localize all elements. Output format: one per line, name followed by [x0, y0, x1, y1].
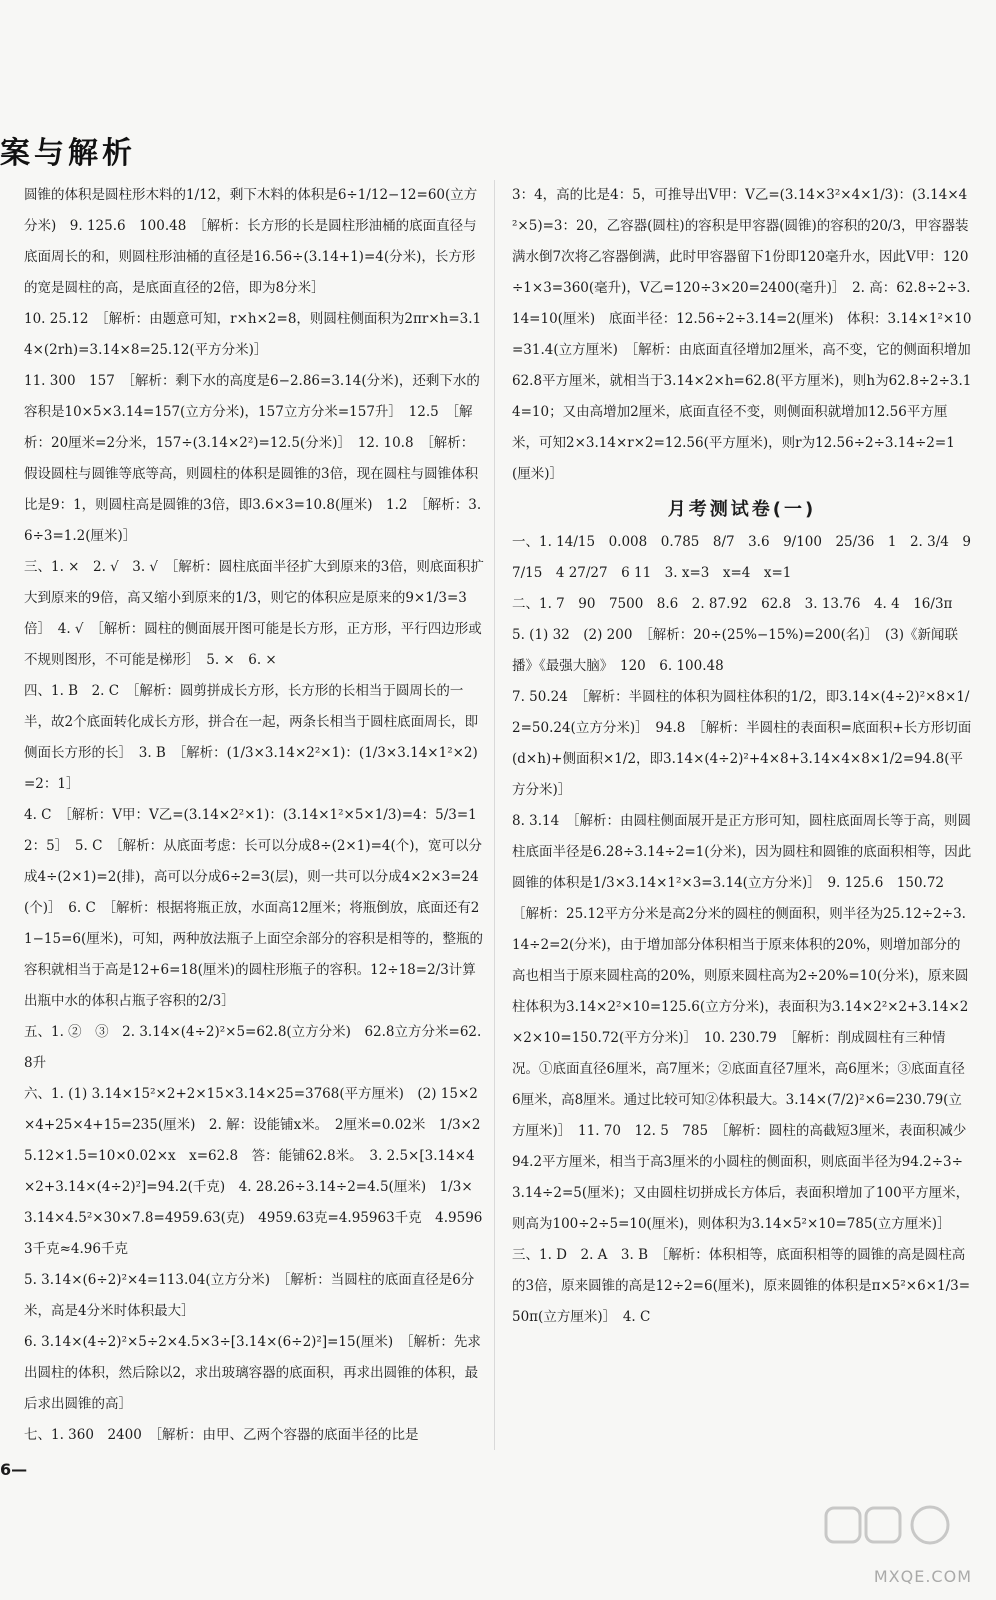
answer-paragraph: 七、1. 360 2400 ［解析：由甲、乙两个容器的底面半径的比是: [24, 1427, 419, 1443]
watermark-text: MXQE.COM: [873, 1567, 972, 1586]
answer-paragraph: 三、1. × 2. √ 3. √ ［解析：圆柱底面半径扩大到原来的3倍，则底面积扩大到原来的9倍，高又缩小到原来的1/3，则它的体积应是原来的9×1/3=3倍］ 4. √ ［解析：圆柱的侧面展开图可能是长方形，正方形，平行四边形或不规则图形，不可能是梯形］ 5. × 6. ×: [24, 559, 484, 668]
watermark-logo-icon: [822, 1502, 972, 1572]
answer-paragraph: 7. 50.24 ［解析：半圆柱的体积为圆柱体积的1/2，即3.14×(4÷2)²×8×1/2=50.24(立方分米)］ 94.8 ［解析：半圆柱的表面积=底面积+长方形切面(d×h)+侧面积×1/2，即3.14×(4÷2)²+4×8+3.14×4×8×1/2=94.8(平方分米)］: [512, 689, 972, 798]
answer-paragraph: 二、1. 7 90 7500 8.6 2. 87.92 62.8 3. 13.76 4. 4 16/3π 5. (1) 32 (2) 200 ［解析：20÷(25%−15%)=200(名)］ (3)《新闻联播》《最强大脑》 120 6. 100.48: [512, 596, 966, 674]
page-title: 案与解析: [0, 136, 136, 171]
answer-paragraph: 10. 25.12 ［解析：由题意可知，r×h×2=8，则圆柱侧面积为2πr×h=3.14×(2rh)=3.14×8=25.12(平方分米)］: [24, 311, 482, 358]
right-column: [512, 180, 972, 1333]
answer-paragraph: 8. 3.14 ［解析：由圆柱侧面展开是正方形可知，圆柱底面周长等于高，则圆柱底面半径是6.28÷3.14÷2=1(分米)，因为圆柱和圆锥的底面积相等，因此圆锥的体积是1/3×3.14×1²×3=3.14(立方分米)］ 9. 125.6 150.72 ［解析：25.12平方分米是高2分米的圆柱的侧面积，则半径为25.12÷2÷3.14÷2=2(分米)，由于增加部分体积相当于原来体积的20%，则增加部分的高也相当于原来圆柱高的20%，则原来圆柱高为2÷20%=10(分米)，原来圆柱体积为3.14×2²×10=125.6(立方分米)，表面积为3.14×2²×2+3.14×2×2×10=150.72(平方分米)］ 10. 230.79 ［解析：削成圆柱有三种情况。①底面直径6厘米，高7厘米；②底面直径7厘米，高6厘米；③底面直径6厘米，高8厘米。通过比较可知②体积最大。3.14×(7/2)²×6=230.79(立方厘米)］ 11. 70 12. 5 785 ［解析：圆柱的高截短3厘米，表面积减少94.2平方厘米，相当于高3厘米的小圆柱的侧面积，则底面半径为94.2÷3÷3.14÷2=5(厘米)；又由圆柱切拼成长方体后，表面积增加了100平方厘米，则高为100÷2÷5=10(厘米)，则体积为3.14×5²×10=785(立方厘米)］: [512, 813, 972, 1232]
answer-paragraph: 三、1. D 2. A 3. B ［解析：体积相等，底面积相等的圆锥的高是圆柱高的3倍，原来圆锥的高是12÷2=6(厘米)，原来圆锥的体积是π×5²×6×1/3=50π(立方厘米)］ 4. C: [512, 1247, 971, 1325]
answer-paragraph: 五、1. ② ③ 2. 3.14×(4÷2)²×5=62.8(立方分米) 62.8立方分米=62.8升: [24, 1024, 482, 1071]
answer-paragraph: 圆锥的体积是圆柱形木料的1/12，剩下木料的体积是6÷1/12−12=60(立方分米) 9. 125.6 100.48 ［解析：长方形的长是圆柱形油桶的底面直径与底面周长的和，则圆柱形油桶的直径是16.56÷(3.14+1)=4(分米)，长方形的宽是圆柱的高，是底面直径的2倍，即为8分米］: [24, 187, 478, 296]
answer-paragraph: 5. 3.14×(6÷2)²×4=113.04(立方分米) ［解析：当圆柱的底面直径是6分米，高是4分米时体积最大］: [24, 1272, 475, 1319]
left-column: [24, 180, 484, 1451]
answer-paragraph: 11. 300 157 ［解析：剩下水的高度是6−2.86=3.14(分米)，还剩下水的容积是10×5×3.14=157(立方分米)，157立方分米=157升］ 12.5 ［解析：20厘米=2分米，157÷(3.14×2²)=12.5(分米)］ 12. 10.8 ［解析：假设圆柱与圆锥等底等高，则圆柱的体积是圆锥的3倍，现在圆柱与圆锥体积比是9：1，则圆柱高是圆锥的3倍，即3.6×3=10.8(厘米) 1.2 ［解析：3.6÷3=1.2(厘米)］: [24, 373, 482, 544]
page-number: 6—: [0, 1460, 28, 1479]
answer-paragraph: 6. 3.14×(4÷2)²×5÷2×4.5×3÷[3.14×(6÷2)²]=15(厘米) ［解析：先求出圆柱的体积，然后除以2，求出玻璃容器的底面积，再求出圆锥的体积，最后求出圆锥的高］: [24, 1334, 481, 1412]
column-divider: [494, 180, 495, 1450]
answer-paragraph: 六、1. (1) 3.14×15²×2+2×15×3.14×25=3768(平方厘米) (2) 15×2×4+25×4+15=235(厘米) 2. 解：设能铺x米。 2厘米=0.02米 1/3×25.12×1.5=10×0.02×x x=62.8 答：能铺62.8米。 3. 2.5×[3.14×4×2+3.14×(4÷2)²]=94.2(千克) 4. 28.26÷3.14÷2=4.5(厘米) 1/3×3.14×4.5²×30×7.8=4959.63(克) 4959.63克=4.95963千克 4.95963千克≈4.96千克: [24, 1086, 483, 1257]
answer-paragraph: 3：4，高的比是4：5，可推导出V甲：V乙=(3.14×3²×4×1/3)：(3.14×4²×5)=3：20，乙容器(圆柱)的容积是甲容器(圆锥)的容积的20/3，甲容器装满水倒7次将乙容器倒满，此时甲容器留下1份即120毫升水，因此V甲：120÷1×3=360(毫升)，V乙=120÷3×20=2400(毫升)］ 2. 高：62.8÷2÷3.14=10(厘米) 底面半径：12.56÷2÷3.14=2(厘米) 体积：3.14×1²×10=31.4(立方厘米) ［解析：由底面直径增加2厘米，高不变，它的侧面积增加62.8平方厘米，就相当于3.14×2×h=62.8(平方厘米)，则h为62.8÷2÷3.14=10；又由高增加2厘米，底面直径不变，则侧面积就增加12.56平方厘米，可知2×3.14×r×2=12.56(平方厘米)，则r为12.56÷2÷3.14÷2=1(厘米)］: [512, 187, 972, 482]
answer-paragraph: 4. C ［解析：V甲：V乙=(3.14×2²×1)：(3.14×1²×5×1/3)=4：5/3=12：5］ 5. C ［解析：从底面考虑：长可以分成8÷(2×1)=4(个)，宽可以分成4÷(2×1)=2(排)，高可以分成6÷2=3(层)，则一共可以分成4×2×3=24(个)］ 6. C ［解析：根据将瓶正放，水面高12厘米；将瓶倒放，底面还有21−15=6(厘米)，可知，两种放法瓶子上面空余部分的容积是相等的，整瓶的容积就相当于高是12+6=18(厘米)的圆柱形瓶子的容积。12÷18=2/3计算出瓶中水的体积占瓶子容积的2/3］: [24, 807, 484, 1009]
answer-paragraph: 四、1. B 2. C ［解析：圆剪拼成长方形，长方形的长相当于圆周长的一半，故2个底面转化成长方形，拼合在一起，两条长相当于圆柱底面周长，即侧面长方形的长］ 3. B ［解析：(1/3×3.14×2²×1)：(1/3×3.14×1²×2)=2：1］: [24, 683, 479, 792]
answer-paragraph: 一、1. 14/15 0.008 0.785 8/7 3.6 9/100 25/36 1 2. 3/4 9 7/15 4 27/27 6 11 3. x=3 x=4 x=1: [512, 534, 971, 581]
exam-section-title: 月考测试卷(一): [667, 499, 817, 520]
